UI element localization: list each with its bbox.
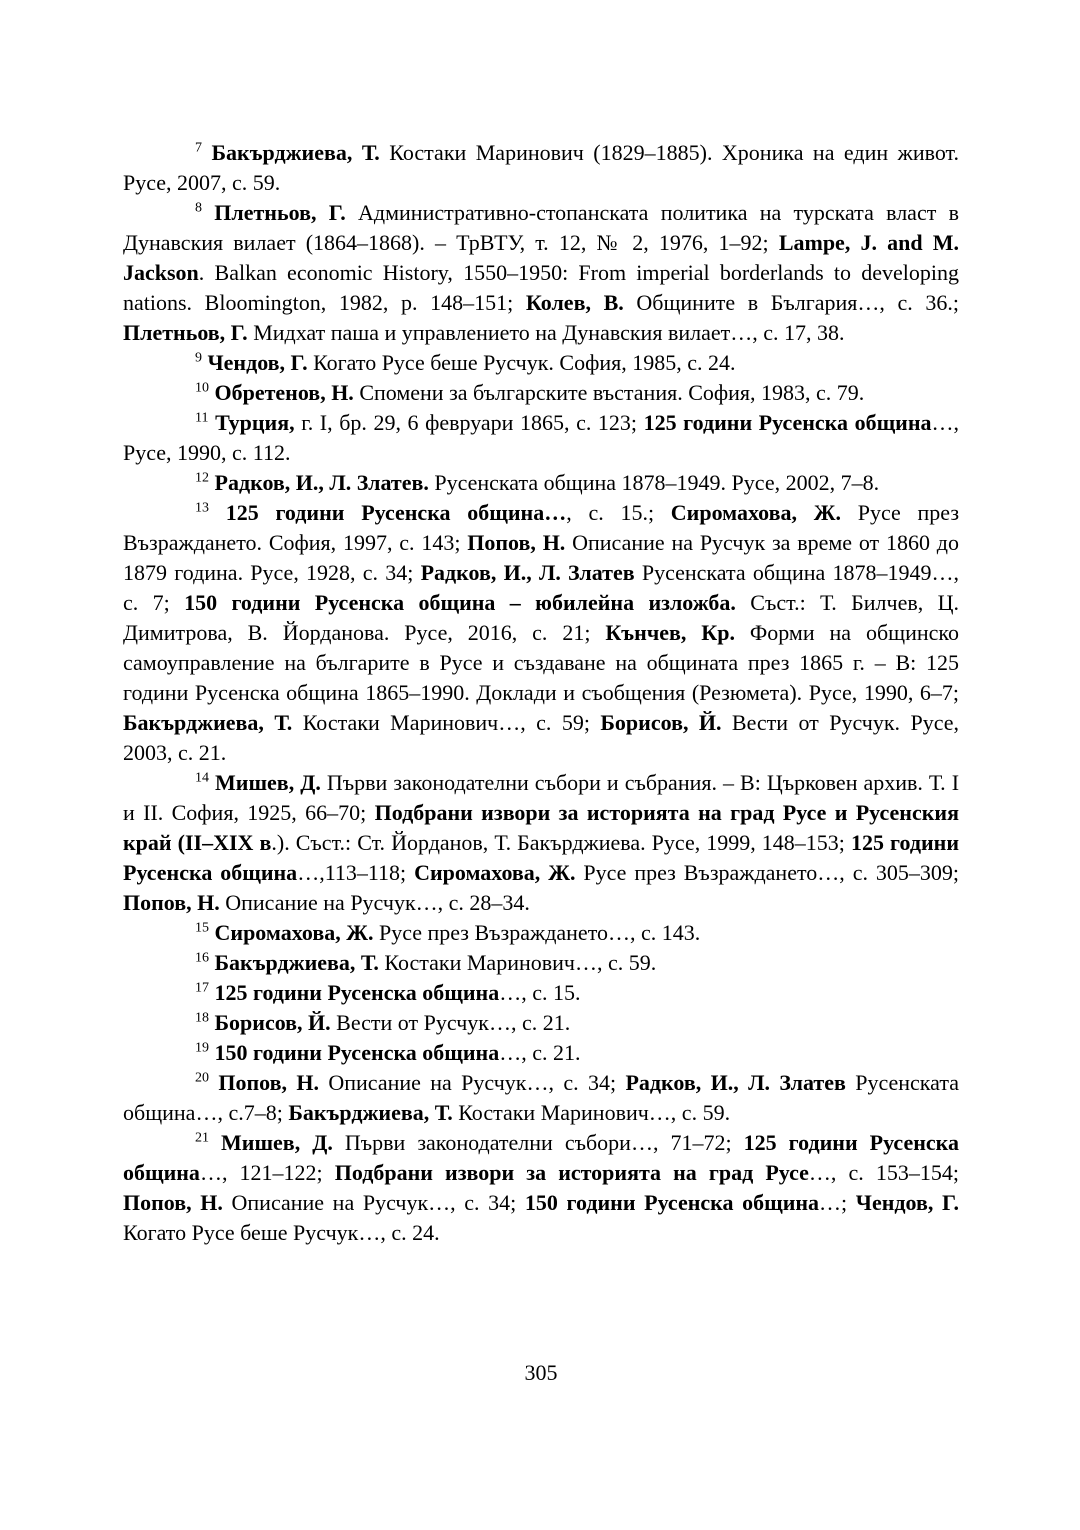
- reference-name: Бакърджиева, Т.: [123, 710, 293, 735]
- reference-text: Когато Русе беше Русчук. София, 1985, с. 24.: [307, 350, 736, 375]
- reference-name: Обретенов, Н.: [214, 380, 354, 405]
- reference-name: Сиромахова, Ж.: [670, 500, 841, 525]
- footnote-marker: 20: [195, 1070, 209, 1086]
- reference-name: 125 години Русенска община: [123, 1130, 959, 1185]
- reference-text: Костаки Маринович…, с. 59;: [292, 710, 601, 735]
- footnote-item: [123, 978, 959, 1008]
- reference-text: .). Съст.: Ст. Йорданов, Т. Бакърджиева. Русе, 1999, 148–153;: [271, 830, 851, 855]
- reference-name: Чендов, Г.: [207, 350, 308, 375]
- reference-name: Плетньов, Г.: [214, 200, 346, 225]
- reference-text: Костаки Маринович…, с. 59.: [452, 1100, 731, 1125]
- footnote-item: [123, 1038, 959, 1068]
- page-number: 305: [524, 1360, 558, 1385]
- reference-name: Сиромахова, Ж.: [214, 920, 374, 945]
- reference-text: Описание на Русчук…, с. 28–34.: [219, 890, 530, 915]
- reference-name: Попов, Н.: [467, 530, 566, 555]
- reference-name: Попов, Н.: [123, 1190, 223, 1215]
- reference-text: Първи законодателни събори и събрания. – В: Църковен архив. Т. I и II. София, 1925, 66–70;: [123, 770, 960, 825]
- footnote-marker: 11: [195, 410, 209, 426]
- reference-text: Първи законодателни събори…, 71–72;: [332, 1130, 744, 1155]
- footnote-item: [123, 408, 959, 468]
- reference-name: 150 години Русенска община – юбилейна изложба.: [184, 590, 736, 615]
- reference-name: Бакърджиева, Т.: [214, 950, 379, 975]
- reference-name: 150 години Русенска община: [214, 1040, 500, 1065]
- reference-text: …, 121–122;: [199, 1160, 335, 1185]
- footnote-marker: 15: [195, 920, 209, 936]
- footnote-marker: 14: [195, 770, 209, 786]
- reference-name: 125 години Русенска община: [123, 830, 960, 885]
- reference-text: Костаки Маринович…, с. 59.: [378, 950, 657, 975]
- reference-text: Административно-стопанската политика на турската власт в Дунавския вилает (1864–1868). – ТрВТУ, т. 12, № 2, 1976, 1–92;: [123, 200, 959, 255]
- footnote-marker: 19: [195, 1040, 209, 1056]
- reference-name: Радков, И., Л. Златев: [625, 1070, 846, 1095]
- reference-text: …, с. 15.: [499, 980, 581, 1005]
- reference-text: Когато Русе беше Русчук…, с. 24.: [123, 1220, 440, 1245]
- reference-text: Русе през Възраждането…, с. 305–309;: [575, 860, 959, 885]
- footnote-marker: 7: [195, 140, 202, 156]
- reference-name: Радков, И., Л. Златев.: [214, 470, 429, 495]
- reference-text: Русе през Възраждането. София, 1997, с. 143;: [123, 500, 960, 555]
- reference-name: Плетньов, Г.: [123, 320, 248, 345]
- footnote-item: [123, 768, 959, 918]
- footnote-item: [123, 1008, 959, 1038]
- footnote-item: [123, 948, 959, 978]
- footnote-item: [123, 348, 959, 378]
- reference-name: Попов, Н.: [123, 890, 220, 915]
- reference-name: Сиромахова, Ж.: [414, 860, 576, 885]
- reference-name: 150 години Русенска община: [524, 1190, 820, 1215]
- reference-name: Бакърджиева, Т.: [211, 140, 380, 165]
- reference-text: Русенската община…, с.7–8;: [123, 1070, 960, 1125]
- reference-text: Мидхат паша и управлението на Дунавския вилает…, с. 17, 38.: [247, 320, 845, 345]
- reference-name: 125 години Русенска община…: [225, 500, 567, 525]
- footnote-item: [123, 1128, 959, 1248]
- reference-text: Форми на общинско самоуправление на българите в Русе и създаване на общината през 1865 г. – В: 125 години Русенска община 1865–1990. Доклади и съобщения (Резюмета). Русе, 1990, 6–7;: [123, 620, 959, 705]
- reference-text: …;: [819, 1190, 856, 1215]
- reference-text: Описание на Русчук…, с. 34;: [318, 1070, 626, 1095]
- reference-text: Общините в България…, с. 36.;: [623, 290, 959, 315]
- reference-text: …,113–118;: [297, 860, 415, 885]
- footnote-marker: 12: [195, 470, 209, 486]
- reference-text: Вести от Русчук. Русе, 2003, с. 21.: [123, 710, 959, 765]
- reference-name: Борисов, Й.: [600, 710, 722, 735]
- footnote-marker: 17: [195, 980, 209, 996]
- reference-text: г. I, бр. 29, 6 февруари 1865, с. 123;: [294, 410, 644, 435]
- reference-name: 125 години Русенска община: [214, 980, 500, 1005]
- footnote-item: [123, 918, 959, 948]
- footnote-item: [123, 1068, 959, 1128]
- reference-text: Костаки Маринович (1829–1885). Хроника на един живот. Русе, 2007, с. 59.: [123, 140, 959, 195]
- reference-name: Радков, И., Л. Златев: [420, 560, 635, 585]
- reference-text: …, с. 21.: [499, 1040, 581, 1065]
- footnote-item: [123, 198, 959, 348]
- footnote-marker: 8: [195, 200, 202, 216]
- reference-text: …, Русе, 1990, с. 112.: [123, 410, 960, 465]
- reference-name: Бакърджиева, Т.: [288, 1100, 453, 1125]
- reference-name: Мишев, Д.: [215, 770, 321, 795]
- reference-name: Колев, В.: [525, 290, 624, 315]
- reference-name: 125 години Русенска община: [643, 410, 932, 435]
- reference-text: Русе през Възраждането…, с. 143.: [373, 920, 701, 945]
- footnotes-section: [123, 138, 959, 1248]
- footnote-marker: 16: [195, 950, 209, 966]
- footnote-item: [123, 138, 959, 198]
- reference-text: …, с. 153–154;: [808, 1160, 959, 1185]
- reference-name: Подбрани извори за историята на град Русе и Русенския край (II–XIX в: [123, 800, 960, 855]
- footnote-item: [123, 468, 959, 498]
- reference-text: . Balkan economic History, 1550–1950: From imperial borderlands to developing nations. Bloomington, 1982, p. 148–151;: [123, 260, 959, 315]
- footnote-marker: 10: [195, 380, 209, 396]
- reference-name: Мишев, Д.: [221, 1130, 333, 1155]
- reference-name: Lampe, J. and M. Jackson: [123, 230, 959, 285]
- reference-text: Спомени за българските въстания. София, 1983, с. 79.: [353, 380, 865, 405]
- footnote-marker: 9: [195, 350, 202, 366]
- footnote-item: [123, 378, 959, 408]
- footnote-marker: 18: [195, 1010, 209, 1026]
- reference-name: Борисов, Й.: [214, 1010, 331, 1035]
- reference-text: Описание на Русчук…, с. 34;: [222, 1190, 525, 1215]
- reference-text: , с. 15.;: [566, 500, 671, 525]
- reference-name: Кънчев, Кр.: [605, 620, 735, 645]
- footnote-item: [123, 498, 959, 768]
- footnote-marker: 21: [195, 1130, 209, 1146]
- reference-text: Съст.: Т. Билчев, Ц. Димитрова, В. Йорданова. Русе, 2016, с. 21;: [123, 590, 959, 645]
- reference-name: Подбрани извори за историята на град Русе: [334, 1160, 809, 1185]
- reference-text: Русенската община 1878–1949. Русе, 2002, 7–8.: [428, 470, 880, 495]
- reference-name: Чендов, Г.: [855, 1190, 959, 1215]
- reference-name: Попов, Н.: [218, 1070, 319, 1095]
- reference-text: Описание на Русчук за време от 1860 до 1879 година. Русе, 1928, с. 34;: [123, 530, 959, 585]
- reference-text: Вести от Русчук…, с. 21.: [330, 1010, 571, 1035]
- reference-text: Русенската община 1878–1949…, с. 7;: [123, 560, 959, 615]
- reference-name: Турция,: [215, 410, 295, 435]
- footnote-marker: 13: [195, 500, 209, 516]
